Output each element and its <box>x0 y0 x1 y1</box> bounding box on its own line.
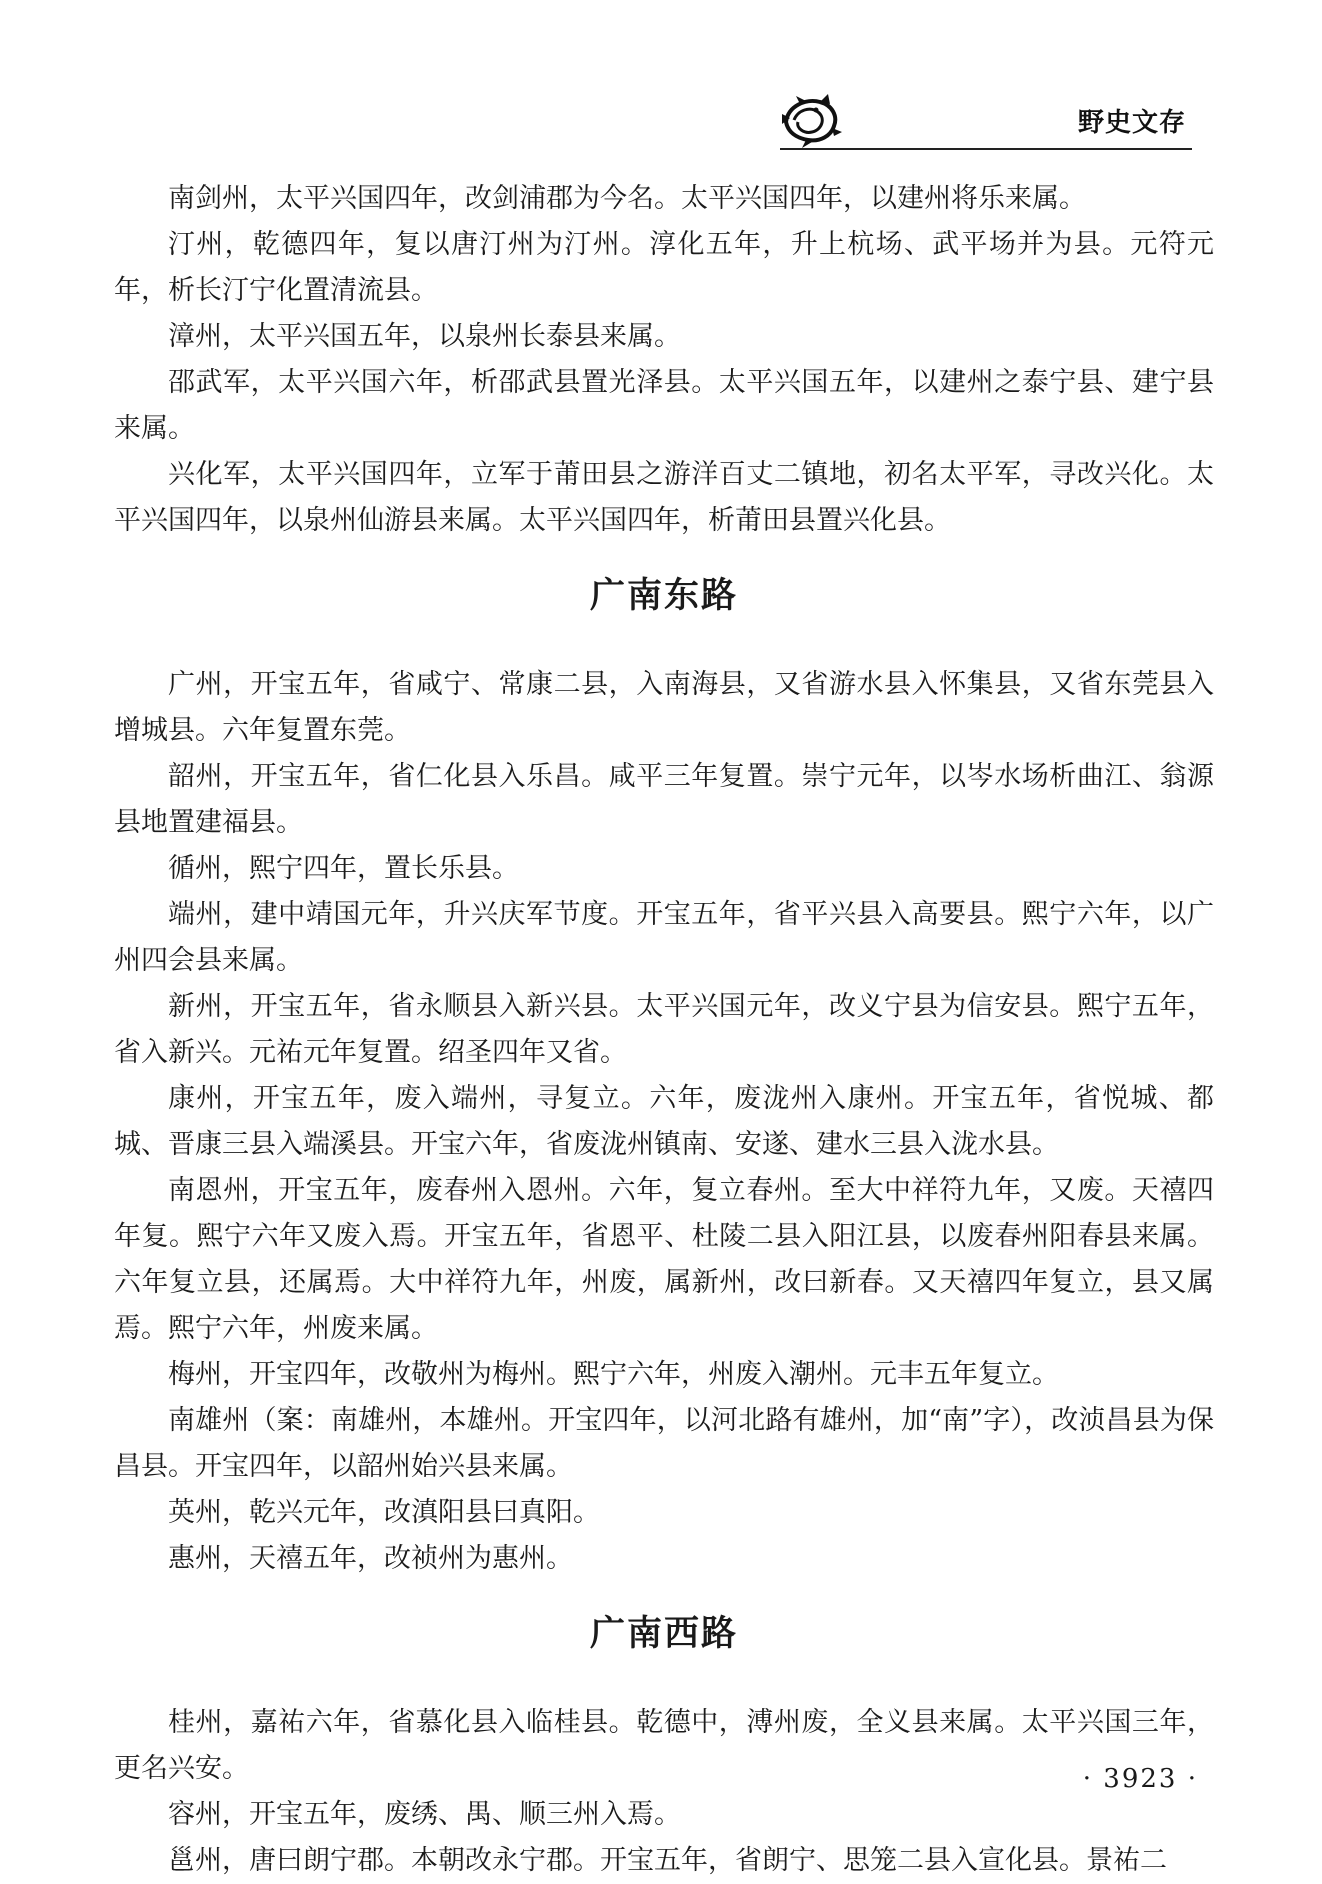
paragraph: 新州，开宝五年，省永顺县入新兴县。太平兴国元年，改义宁县为信安县。熙宁五年，省入新兴。元祐元年复置。绍圣四年又省。 <box>114 991 1214 1068</box>
paragraph: 南恩州，开宝五年，废春州入恩州。六年，复立春州。至大中祥符九年，又废。天禧四年复。熙宁六年又废入焉。开宝五年，省恩平、杜陵二县入阳江县，以废春州阳春县来属。六年复立县，还属焉。大中祥符九年，州废，属新州，改曰新春。又天禧四年复立，县又属焉。熙宁六年，州废来属。 <box>114 1175 1214 1344</box>
page-body <box>114 176 1214 1884</box>
paragraph: 端州，建中靖国元年，升兴庆军节度。开宝五年，省平兴县入高要县。熙宁六年，以广州四会县来属。 <box>114 899 1214 976</box>
paragraph: 汀州，乾德四年，复以唐汀州为汀州。淳化五年，升上杭场、武平场并为县。元符元年，析长汀宁化置清流县。 <box>114 229 1214 306</box>
running-header <box>776 92 1196 152</box>
paragraph: 韶州，开宝五年，省仁化县入乐昌。咸平三年复置。崇宁元年，以岑水场析曲江、翁源县地置建福县。 <box>114 761 1214 838</box>
page-number: · 3923 · <box>1082 1764 1198 1794</box>
paragraph: 容州，开宝五年，废绣、禺、顺三州入焉。 <box>168 1799 681 1830</box>
paragraph: 循州，熙宁四年，置长乐县。 <box>168 853 519 884</box>
paragraph: 梅州，开宝四年，改敬州为梅州。熙宁六年，州废入潮州。元丰五年复立。 <box>168 1359 1059 1390</box>
dragon-emblem-icon <box>776 92 846 150</box>
paragraph: 南剑州，太平兴国四年，改剑浦郡为今名。太平兴国四年，以建州将乐来属。 <box>168 183 1086 214</box>
paragraph: 桂州，嘉祐六年，省慕化县入临桂县。乾德中，溥州废，全义县来属。太平兴国三年，更名兴安。 <box>114 1707 1214 1784</box>
paragraph: 南雄州（案：南雄州，本雄州。开宝四年，以河北路有雄州，加“南”字），改浈昌县为保昌县。开宝四年，以韶州始兴县来属。 <box>114 1405 1214 1482</box>
paragraph: 广州，开宝五年，省咸宁、常康二县，入南海县，又省游水县入怀集县，又省东莞县入增城县。六年复置东莞。 <box>114 669 1214 746</box>
paragraph: 漳州，太平兴国五年，以泉州长泰县来属。 <box>168 321 681 352</box>
series-title: 野史文存 <box>1077 108 1186 138</box>
paragraph: 康州，开宝五年，废入端州，寻复立。六年，废泷州入康州。开宝五年，省悦城、都城、晋康三县入端溪县。开宝六年，省废泷州镇南、安遂、建水三县入泷水县。 <box>114 1083 1214 1160</box>
header-rule <box>780 148 1192 150</box>
section-heading: 广南东路 <box>589 575 738 616</box>
paragraph: 邵武军，太平兴国六年，析邵武县置光泽县。太平兴国五年，以建州之泰宁县、建宁县来属。 <box>114 367 1214 444</box>
paragraph: 邕州，唐曰朗宁郡。本朝改永宁郡。开宝五年，省朗宁、思笼二县入宣化县。景祐二 <box>168 1845 1167 1876</box>
paragraph: 兴化军，太平兴国四年，立军于莆田县之游洋百丈二镇地，初名太平军，寻改兴化。太平兴国四年，以泉州仙游县来属。太平兴国四年，析莆田县置兴化县。 <box>114 459 1214 536</box>
paragraph: 惠州，天禧五年，改祯州为惠州。 <box>168 1543 573 1574</box>
paragraph: 英州，乾兴元年，改滇阳县曰真阳。 <box>168 1497 600 1528</box>
section-heading: 广南西路 <box>589 1613 738 1654</box>
